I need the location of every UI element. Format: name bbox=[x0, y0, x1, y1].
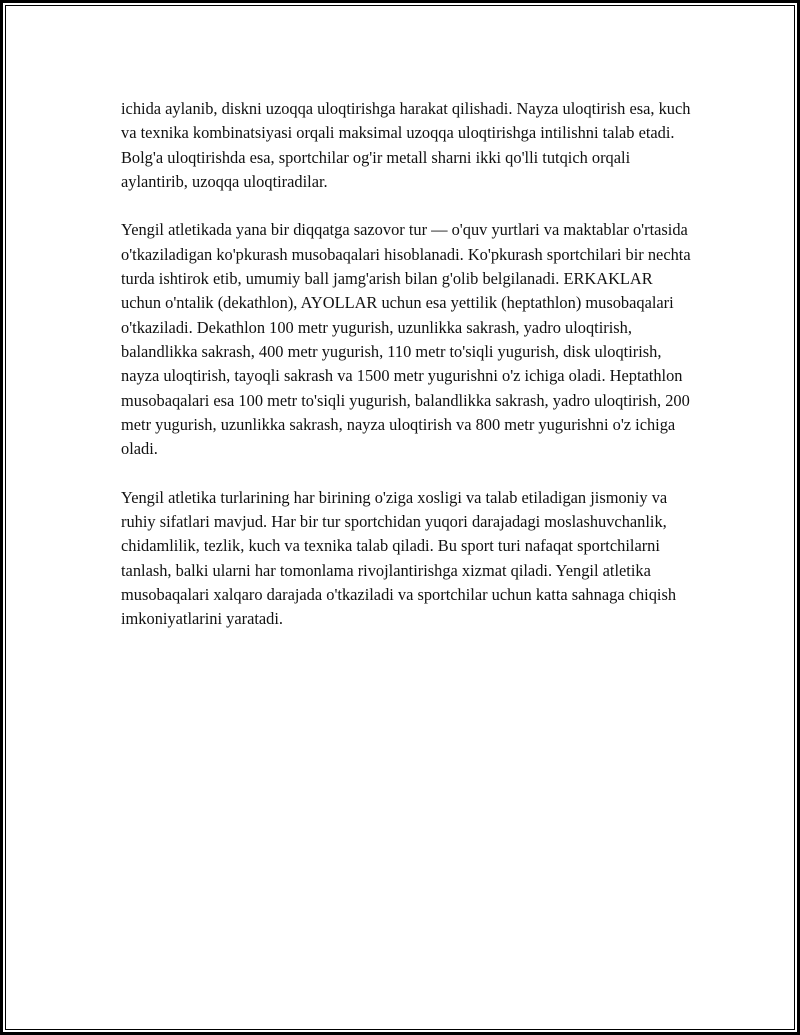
document-body bbox=[121, 97, 696, 656]
paragraph-2: Yengil atletikada yana bir diqqatga sazovor tur — o'quv yurtlari va maktablar o'rtasida o'tkaziladigan ko'pkurash musobaqalari hisoblanadi. Ko'pkurash sportchilari bir nechta turda ishtirok etib, umumiy ball jamg'arish bilan g'olib belgilanadi. ERKAKLAR uchun o'ntalik (dekathlon), AYOLLAR uchun esa yettilik (heptathlon) musobaqalari o'tkaziladi. Dekathlon 100 metr yugurish, uzunlikka sakrash, yadro uloqtirish, balandlikka sakrash, 400 metr yugurish, 110 metr to'siqli yugurish, disk uloqtirish, nayza uloqtirish, tayoqli sakrash va 1500 metr yugurishni o'z ichiga oladi. Heptathlon musobaqalari esa 100 metr to'siqli yugurish, balandlikka sakrash, yadro uloqtirish, 200 metr yugurish, uzunlikka sakrash, nayza uloqtirish va 800 metr yugurishni o'z ichiga oladi. bbox=[121, 220, 691, 459]
paragraph-3: Yengil atletika turlarining har birining o'ziga xosligi va talab etiladigan jismoniy va ruhiy sifatlari mavjud. Har bir tur sportchidan yuqori darajadagi moslashuvchanlik, chidamlilik, tezlik, kuch va texnika talab qiladi. Bu sport turi nafaqat sportchilarni tanlash, balki ularni har tomonlama rivojlantirishga xizmat qiladi. Yengil atletika musobaqalari xalqaro darajada o'tkaziladi va sportchilar uchun katta sahnaga chiqish imkoniyatlarini yaratadi. bbox=[121, 487, 677, 629]
paragraph-1: ichida aylanib, diskni uzoqqa uloqtirishga harakat qilishadi. Nayza uloqtirish esa, kuch va texnika kombinatsiyasi orqali maksimal uzoqqa uloqtirishga intilishni talab etadi. Bolg'a uloqtirishda esa, sportchilar og'ir metall sharni ikki qo'lli tutqich orqali aylantirib, uzoqqa uloqtiradilar. bbox=[121, 99, 691, 191]
